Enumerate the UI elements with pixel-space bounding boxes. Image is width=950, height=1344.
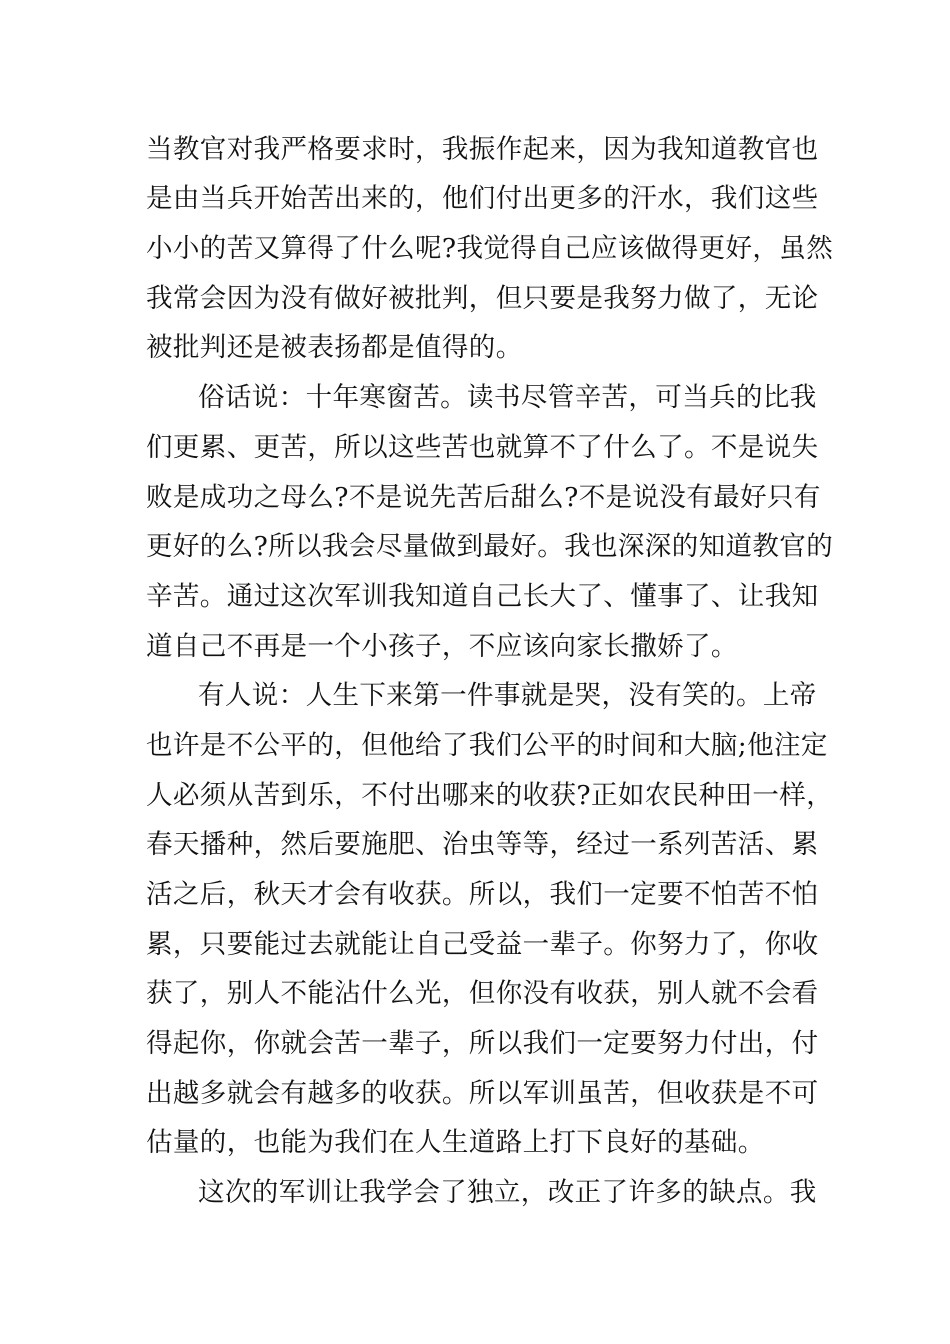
text-line: 也许是不公平的，但他给了我们公平的时间和大脑;他注定 [146, 730, 828, 761]
text-line: 道自己不再是一个小孩子，不应该向家长撒娇了。 [146, 631, 738, 662]
text-line: 得起你，你就会苦一辈子，所以我们一定要努力付出，付 [146, 1028, 819, 1059]
text-line: 被批判还是被表扬都是值得的。 [146, 332, 523, 363]
text-line: 当教官对我严格要求时，我振作起来，因为我知道教官也 [146, 134, 819, 165]
text-line: 人必须从苦到乐，不付出哪来的收获?正如农民种田一样， [146, 780, 834, 811]
text-line: 累，只要能过去就能让自己受益一辈子。你努力了，你收 [146, 929, 819, 960]
text-line: 辛苦。通过这次军训我知道自己长大了、懂事了、让我知 [146, 581, 819, 612]
text-line: 们更累、更苦，所以这些苦也就算不了什么了。不是说失 [146, 432, 819, 463]
text-line: 这次的军训让我学会了独立，改正了许多的缺点。我 [198, 1177, 817, 1208]
text-line: 有人说：人生下来第一件事就是哭，没有笑的。上帝 [198, 680, 817, 711]
text-line: 是由当兵开始苦出来的，他们付出更多的汗水，我们这些 [146, 183, 819, 214]
text-line: 小小的苦又算得了什么呢?我觉得自己应该做得更好，虽然 [146, 233, 834, 264]
text-line: 春天播种，然后要施肥、治虫等等，经过一系列苦活、累 [146, 829, 819, 860]
text-line: 活之后，秋天才会有收获。所以，我们一定要不怕苦不怕 [146, 879, 819, 910]
text-line: 更好的么?所以我会尽量做到最好。我也深深的知道教官的 [146, 531, 834, 562]
text-line: 估量的，也能为我们在人生道路上打下良好的基础。 [146, 1127, 765, 1158]
text-line: 俗话说：十年寒窗苦。读书尽管辛苦，可当兵的比我 [198, 382, 817, 413]
text-line: 获了，别人不能沾什么光，但你没有收获，别人就不会看 [146, 978, 819, 1009]
text-line: 出越多就会有越多的收获。所以军训虽苦，但收获是不可 [146, 1078, 819, 1109]
text-line: 我常会因为没有做好被批判，但只要是我努力做了，无论 [146, 283, 819, 314]
text-line: 败是成功之母么?不是说先苦后甜么?不是说没有最好只有 [146, 482, 821, 513]
